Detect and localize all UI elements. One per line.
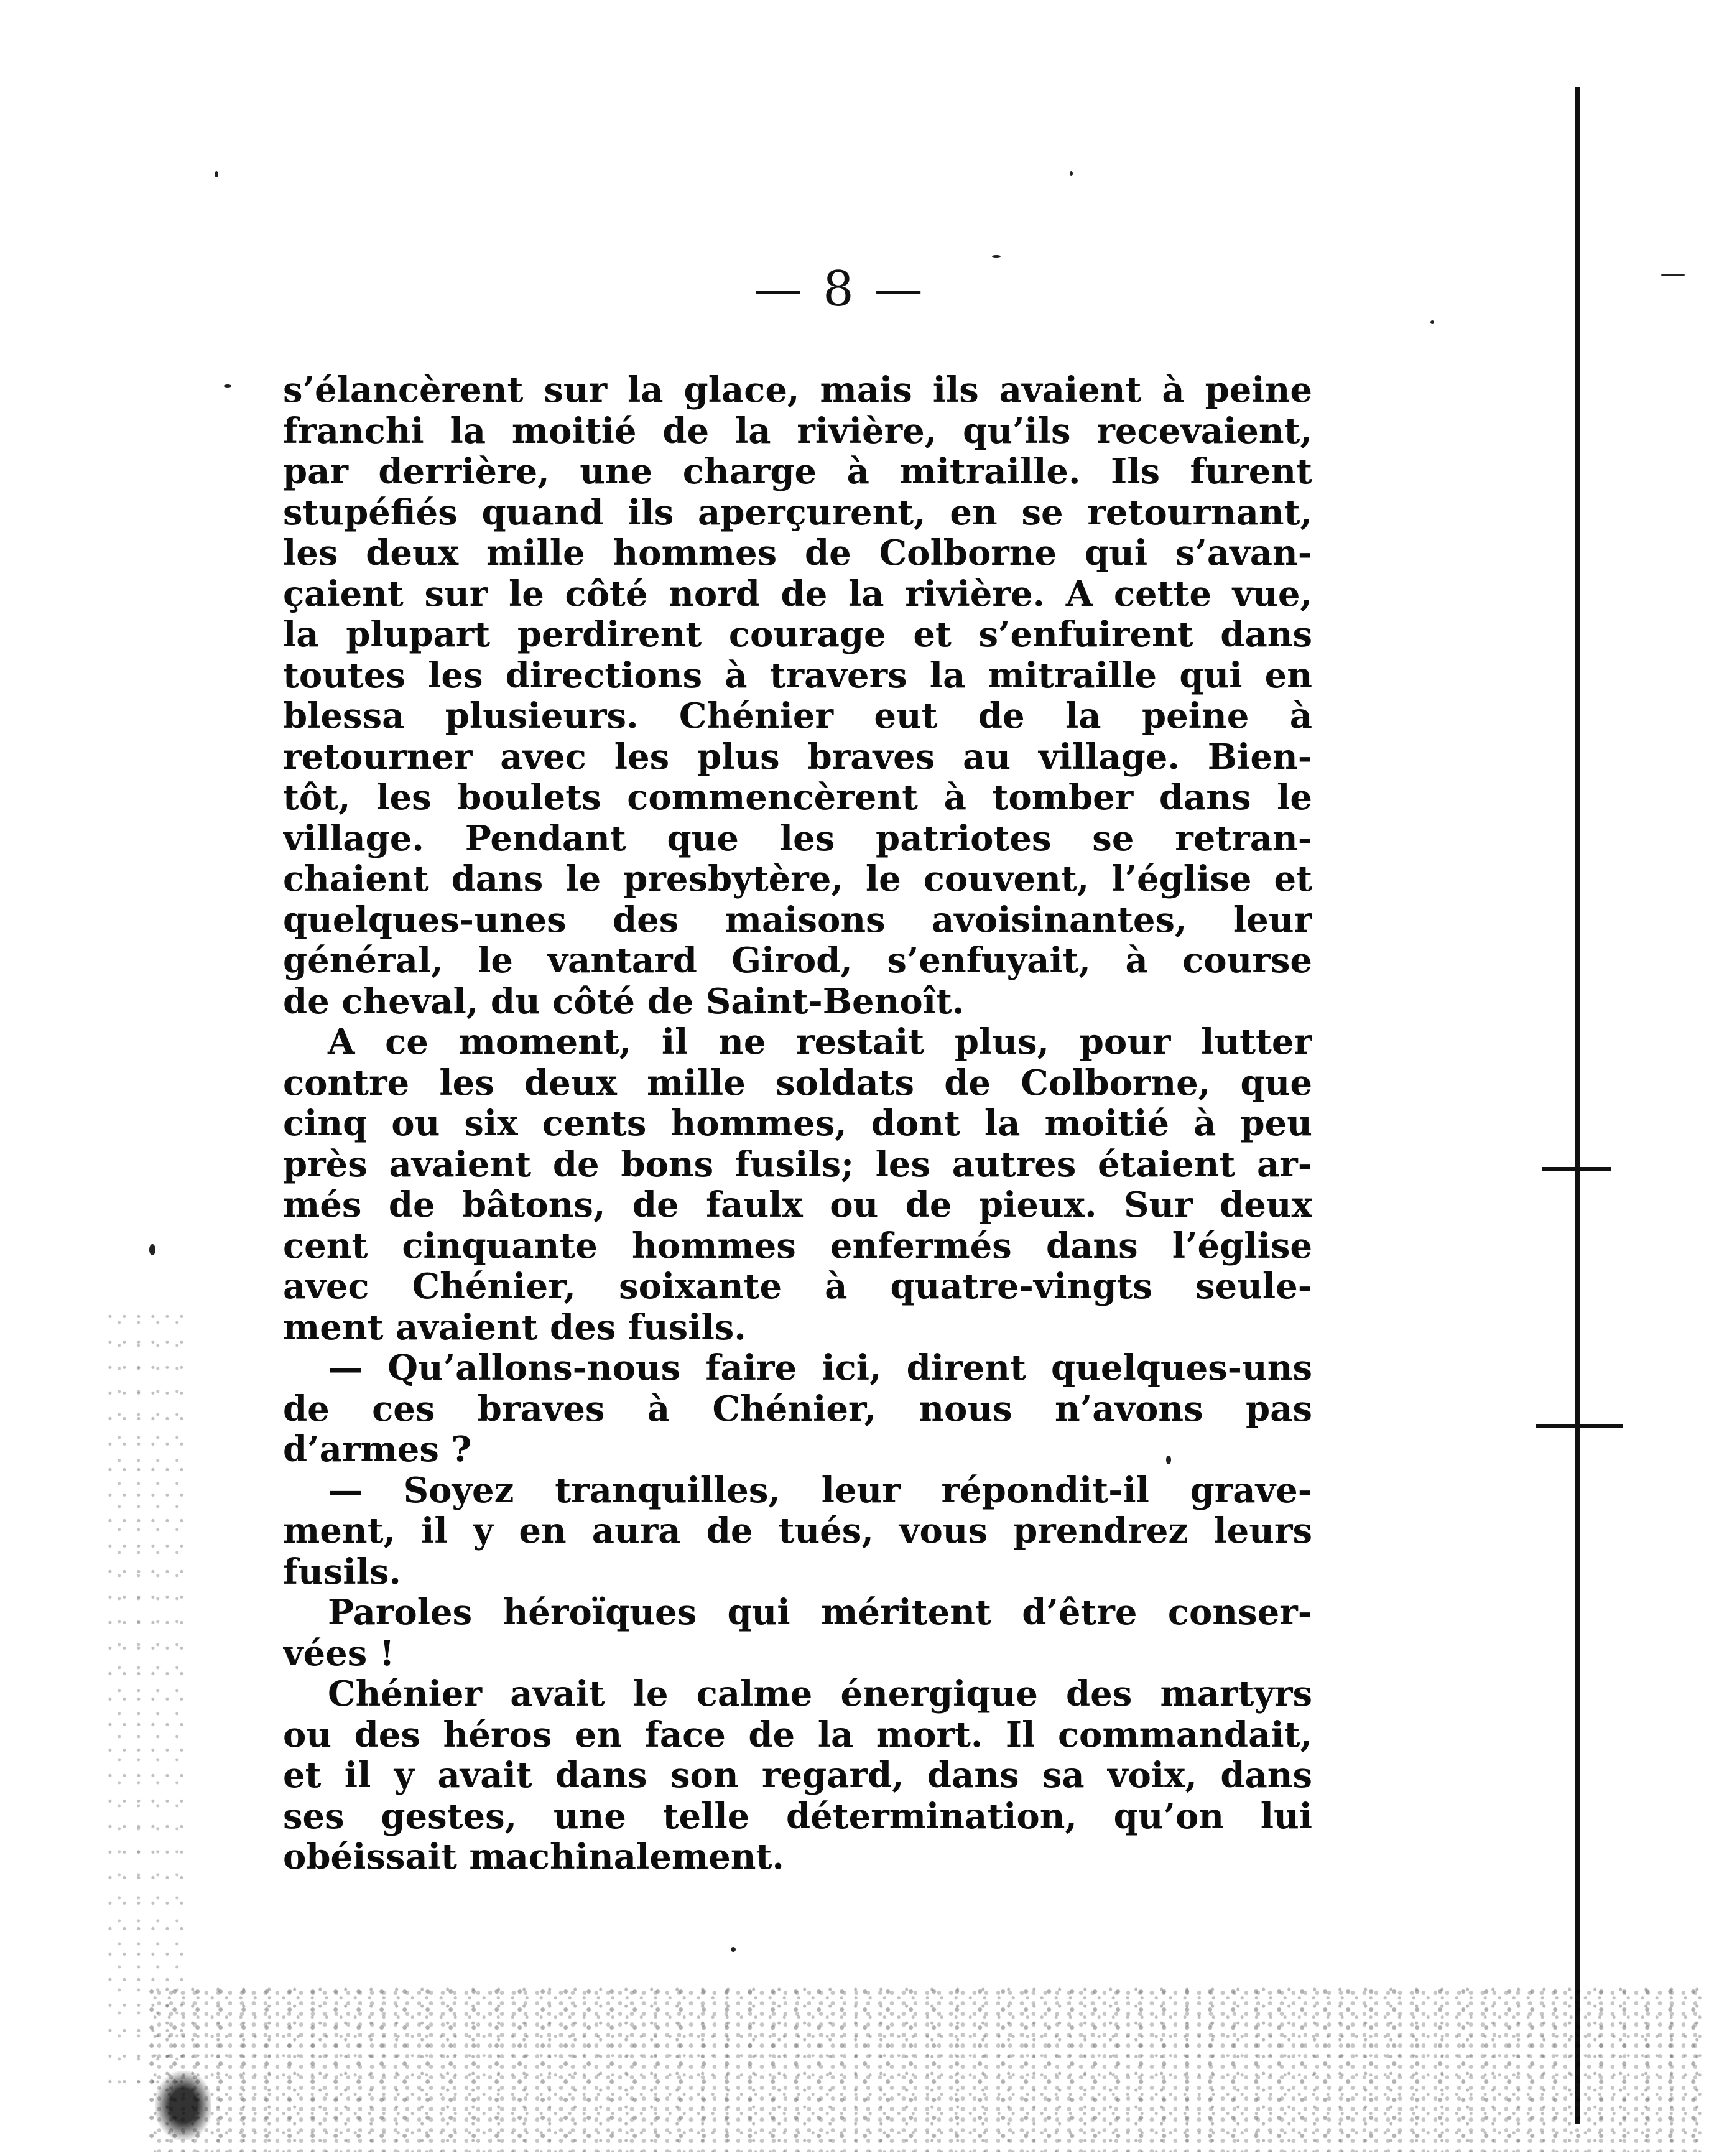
text-line: village. Pendant que les patriotes se retran-: [283, 818, 1312, 859]
text-line: çaient sur le côté nord de la rivière. A cette vue,: [283, 574, 1312, 615]
text-line: franchi la moitié de la rivière, qu’ils recevaient,: [283, 411, 1312, 452]
text-line: cinq ou six cents hommes, dont la moitié à peu: [283, 1104, 1312, 1144]
speck: [992, 255, 1001, 258]
text-line: tôt, les boulets commencèrent à tomber dans le: [283, 778, 1312, 818]
speck: [1430, 320, 1434, 324]
text-line: fusils.: [283, 1551, 401, 1592]
text-line: Paroles héroïques qui méritent d’être conser-: [328, 1592, 1312, 1633]
binding-rule: [1575, 87, 1580, 2124]
scan-noise: [149, 1984, 1704, 2152]
text-line: chaient dans le presbytère, le couvent, l’église et: [283, 859, 1312, 899]
text-line: obéissait machinalement.: [283, 1837, 784, 1877]
text-line: et il y avait dans son regard, dans sa voix, dans: [283, 1755, 1312, 1796]
text-line: retourner avec les plus braves au village. Bien-: [283, 736, 1312, 778]
speck: [224, 384, 231, 388]
text-line: près avaient de bons fusils; les autres étaient ar-: [283, 1144, 1312, 1185]
text-line: quelques-unes des maisons avoisinantes, leur: [283, 899, 1312, 941]
text-line: de cheval, du côté de Saint-Benoît.: [283, 981, 965, 1022]
text-line: de ces braves à Chénier, nous n’avons pas: [283, 1388, 1312, 1429]
text-line: ses gestes, une telle détermination, qu’on lui: [283, 1796, 1312, 1837]
page-number: — 8 —: [754, 261, 925, 317]
scan-noise: [106, 1306, 193, 2084]
binding-mark: [1542, 1167, 1611, 1171]
text-line: général, le vantard Girod, s’enfuyait, à course: [283, 941, 1312, 981]
text-line: més de bâtons, de faulx ou de pieux. Sur deux: [283, 1185, 1312, 1225]
text-line: ou des héros en face de la mort. Il commandait,: [283, 1714, 1312, 1755]
text-line: A ce moment, il ne restait plus, pour lutter: [328, 1022, 1312, 1062]
text-line: contre les deux mille soldats de Colborne, que: [283, 1062, 1312, 1104]
text-line: toutes les directions à travers la mitraille qui en: [283, 655, 1312, 696]
speck: [149, 1244, 155, 1255]
text-line: blessa plusieurs. Chénier eut de la peine à: [283, 696, 1312, 736]
text-line: les deux mille hommes de Colborne qui s’avan-: [283, 533, 1312, 574]
text-line: — Qu’allons-nous faire ici, dirent quelques-uns: [328, 1348, 1312, 1388]
text-line: par derrière, une charge à mitraille. Ils furent: [283, 452, 1312, 492]
text-line: stupéfiés quand ils aperçurent, en se retournant,: [283, 492, 1312, 533]
text-line: la plupart perdirent courage et s’enfuirent dans: [283, 615, 1312, 655]
speck: [731, 1947, 736, 1952]
text-line: ment avaient des fusils.: [283, 1307, 746, 1348]
text-line: Chénier avait le calme énergique des martyrs: [328, 1674, 1312, 1714]
body-text: [283, 370, 1312, 1878]
text-line: — Soyez tranquilles, leur répondit-il grave-: [328, 1470, 1312, 1511]
text-line: avec Chénier, soixante à quatre-vingts seule-: [283, 1266, 1312, 1307]
ink-blot: [155, 2071, 211, 2140]
text-line: vées !: [283, 1633, 395, 1674]
speck: [1166, 1456, 1171, 1464]
speck: [215, 171, 218, 177]
text-line: cent cinquante hommes enfermés dans l’église: [283, 1225, 1312, 1266]
text-line: d’armes ?: [283, 1429, 472, 1470]
binding-mark: [1536, 1424, 1623, 1428]
text-line: s’élancèrent sur la glace, mais ils avaient à peine: [283, 370, 1312, 411]
speck: [1661, 274, 1685, 276]
speck: [1070, 171, 1073, 176]
text-line: ment, il y en aura de tués, vous prendrez leurs: [283, 1511, 1312, 1551]
